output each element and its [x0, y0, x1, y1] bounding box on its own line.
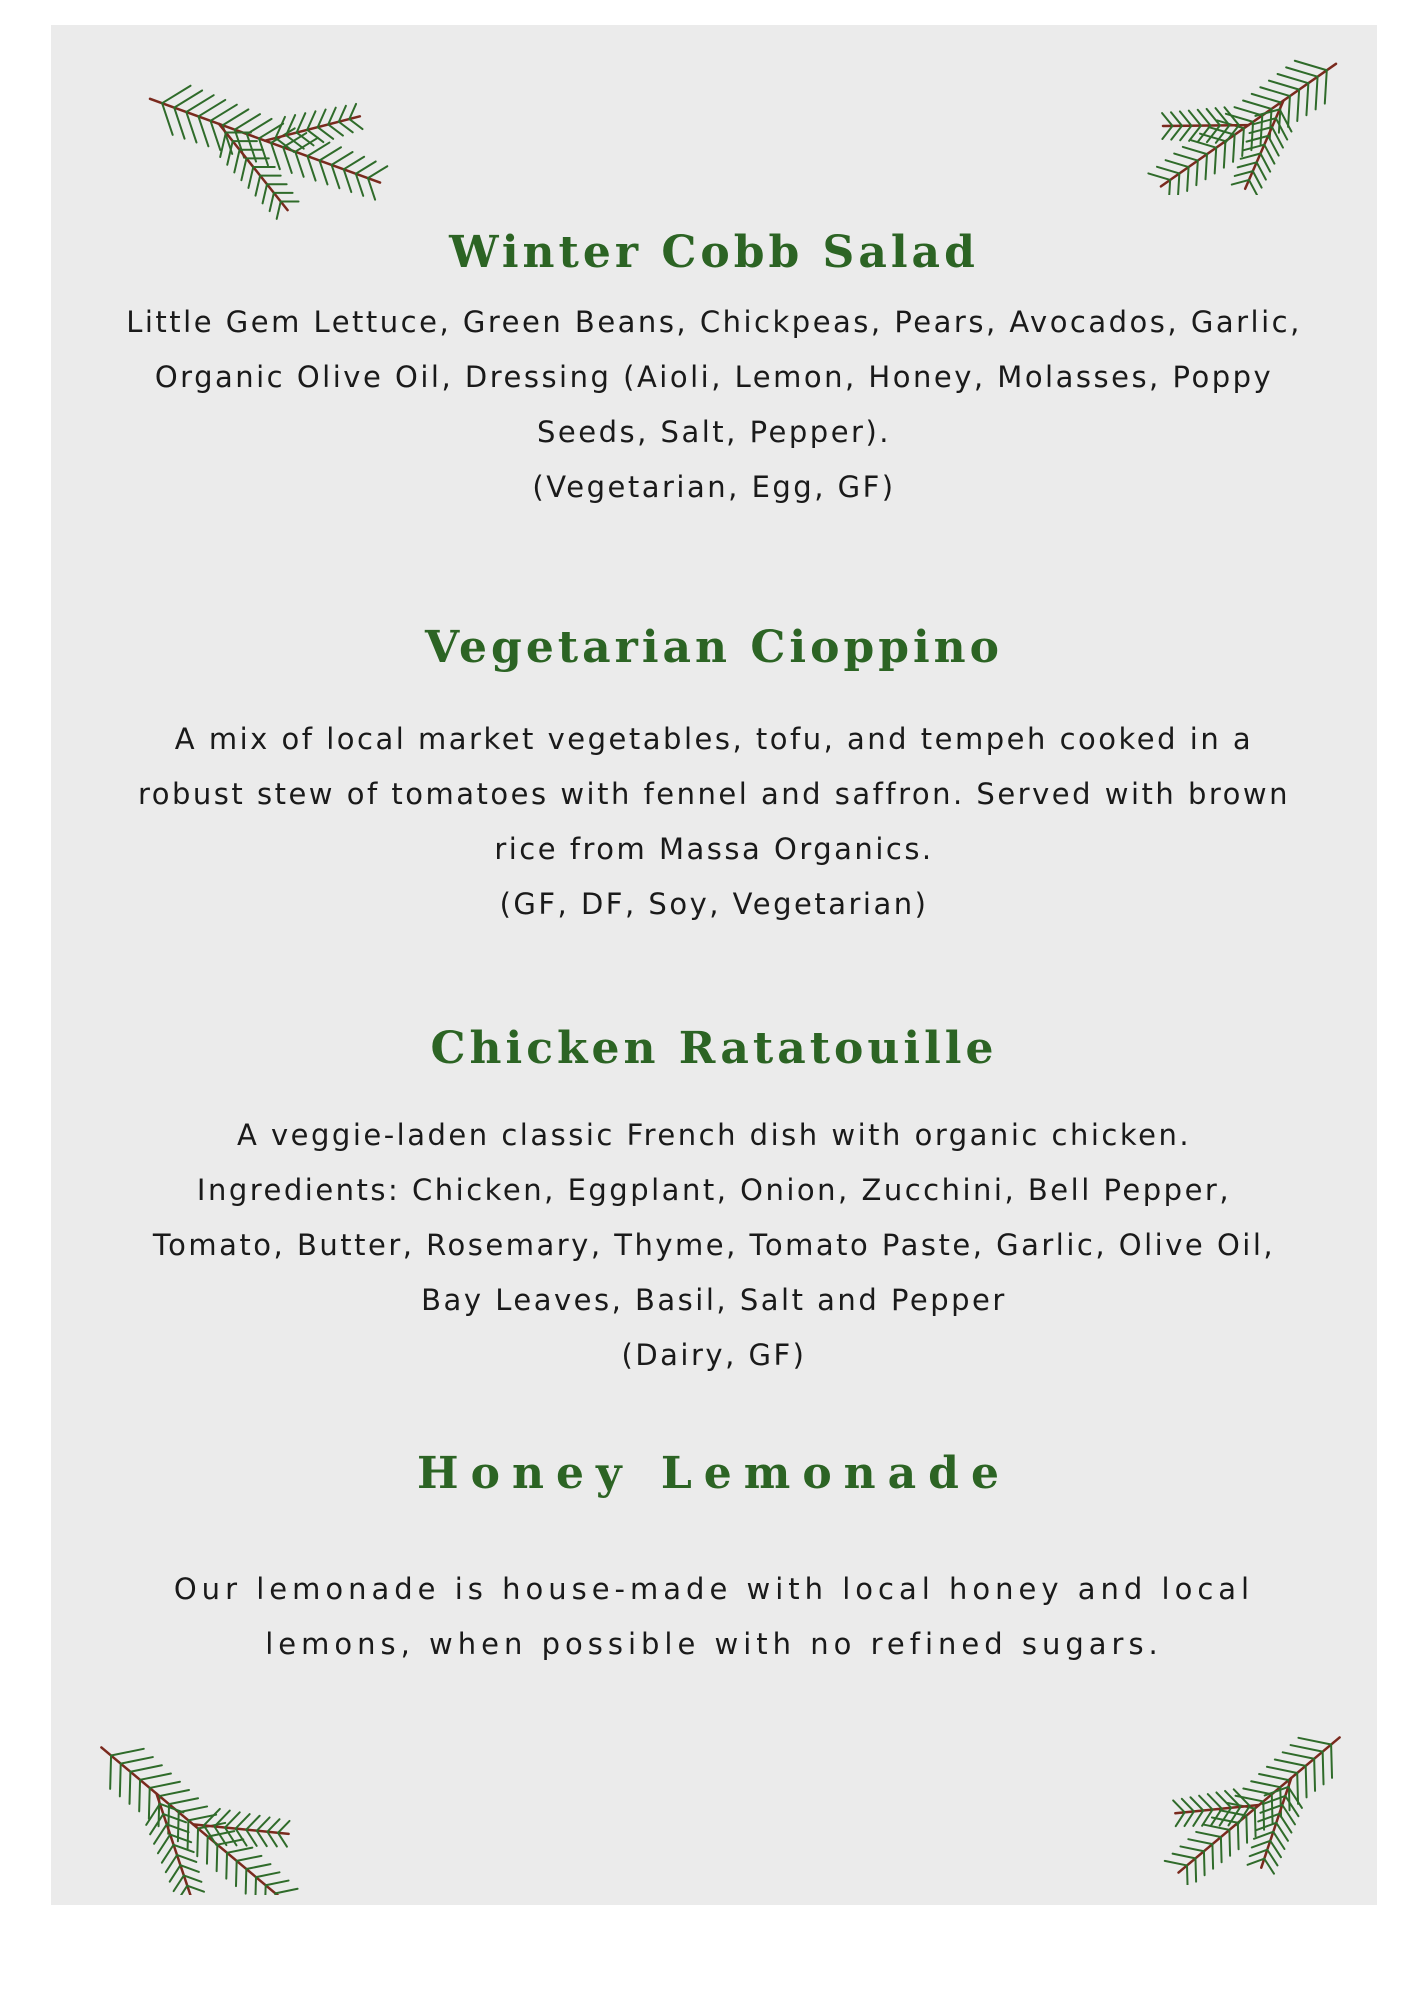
menu-item-title: Honey Lemonade [417, 1448, 1011, 1499]
menu-item-description: Our lemonade is house-made with local honey and local lemons, when possible with no refined sugars. [173, 1572, 1255, 1661]
pine-branch-icon [51, 1715, 331, 1895]
menu-item-title: Winter Cobb Salad [449, 227, 979, 278]
menu-item-description: A mix of local market vegetables, tofu, and tempeh cooked in a robust stew of tomatoes with fennel and saffron. Served with brown rice from Massa Organics. (GF, DF, Soy, Vegetarian) [137, 722, 1291, 921]
menu-item-title: Chicken Ratatouille [430, 1023, 998, 1074]
menu-item-title: Vegetarian Cioppino [424, 622, 1004, 673]
menu-item-description: A veggie-laden classic French dish with organic chicken. Ingredients: Chicken, Eggplant, Onion, Zucchini, Bell Pepper, Tomato, Butter, Rosemary, Thyme, Tomato Paste, Garlic, Olive Oil, Bay Leaves, Basil, Salt and Pepper (Dairy, GF) [152, 1118, 1276, 1372]
menu-item-description: Little Gem Lettuce, Green Beans, Chickpeas, Pears, Avocados, Garlic, Organic Olive Oil, Dressing (Aioli, Lemon, Honey, Molasses, Poppy Seeds, Salt, Pepper). (Vegetarian, Egg, GF) [126, 305, 1302, 504]
menu-page [51, 25, 1377, 1905]
pine-branch-icon [1131, 35, 1381, 195]
pine-branch-icon [96, 70, 396, 230]
pine-branch-icon [1151, 1705, 1381, 1885]
